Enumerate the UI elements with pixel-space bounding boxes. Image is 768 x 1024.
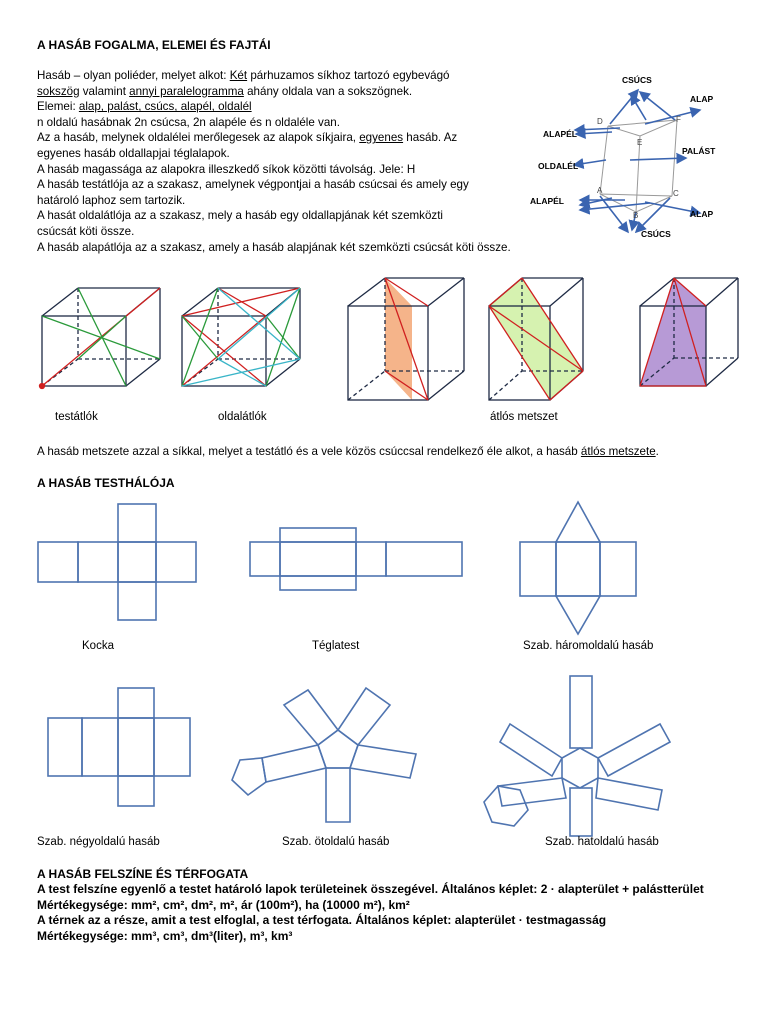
caption-ot: Szab. ötoldalú hasáb xyxy=(282,836,390,848)
net-negy xyxy=(48,688,190,806)
vertex-f: F xyxy=(676,115,681,124)
surface-text xyxy=(37,882,762,944)
surface-title: A HASÁB FELSZÍNE ÉS TÉRFOGATA xyxy=(37,867,249,881)
nets-title: A HASÁB TESTHÁLÓJA xyxy=(37,476,175,490)
text-line: A hasáb magassága az alapokra illeszkedő síkok közötti távolság. Jele: H xyxy=(37,162,416,176)
label-alapel-top: ALAPÉL xyxy=(543,129,577,139)
caption-oldalatlok: oldalátlók xyxy=(218,411,267,423)
label-alap-bottom: ALAP xyxy=(690,209,714,219)
text-line: Elemei: alap, palást, csúcs, alapél, oldalél xyxy=(37,100,252,114)
section-title: A HASÁB FOGALMA, ELEMEI ÉS FAJTÁI xyxy=(37,38,271,52)
caption-harom: Szab. háromoldalú hasáb xyxy=(523,640,654,652)
text-line: A hasáb testátlója az a szakasz, amelynek végpontjai a hasáb csúcsai és amely egy xyxy=(37,178,469,192)
text-line: n oldalú hasábnak 2n csúcsa, 2n alapéle és n oldaléle van. xyxy=(37,115,340,129)
net-hat xyxy=(484,676,670,836)
vertex-c: C xyxy=(673,189,679,198)
text-line: A test felszíne egyenlő a testet határoló lapok területeinek összegével. Általános képlet: 2 · alapterület + palástterület xyxy=(37,882,704,896)
net-kocka xyxy=(38,504,196,620)
label-alapel-bottom: ALAPÉL xyxy=(530,196,564,206)
label-palast: PALÁST xyxy=(682,146,716,156)
caption-kocka: Kocka xyxy=(82,640,114,652)
text-line: csúcsát köti össze. xyxy=(37,224,135,238)
net-ot xyxy=(232,688,416,822)
text-line: Mértékegysége: mm², cm², dm², m², ár (100m²), ha (10000 m²), km² xyxy=(37,897,410,912)
text-line: A hasáb alapátlója az a szakasz, amely a hasáb alapjának két szemközti csúcsát köti össze. xyxy=(37,240,511,254)
caption-atlos-metszet: átlós metszet xyxy=(490,411,558,423)
vertex-e: E xyxy=(637,138,643,147)
caption-negy: Szab. négyoldalú hasáb xyxy=(37,836,160,848)
caption-teglatest: Téglatest xyxy=(312,640,360,652)
text-line: egyenes hasáb oldallapjai téglalapok. xyxy=(37,146,230,160)
label-csucs-top: CSÚCS xyxy=(622,75,652,85)
text-line: Mértékegysége: mm³, cm³, dm³(liter), m³, km³ xyxy=(37,928,293,943)
label-oldalel: OLDALÉL xyxy=(538,161,579,171)
text-line: sokszög valamint annyi paralelogramma ahány oldala van a sokszögnek. xyxy=(37,84,413,98)
label-alap-top: ALAP xyxy=(690,94,714,104)
vertex-b: B xyxy=(633,211,639,220)
vertex-a: A xyxy=(597,186,603,195)
text-line: Az a hasáb, melynek oldalélei merőlegesek az alapok síkjaira, egyenes hasáb. Az xyxy=(37,131,458,145)
text-line: határoló laphoz sem tartozik. xyxy=(37,193,186,207)
net-teglatest xyxy=(250,528,462,590)
net-harom xyxy=(520,502,636,634)
cross-section-definition: A hasáb metszete azzal a síkkal, melyet a testátló és a vele közös csúccsal rendelkező éle alkot, a hasáb átlós metszete. xyxy=(37,445,659,458)
text-line: A hasát oldalátlója az a szakasz, mely a hasáb egy oldallapjának két szemközti xyxy=(37,209,444,223)
text-line: A térnek az a része, amit a test elfoglal, a test térfogata. Általános képlet: alapterület · testmagasság xyxy=(37,913,607,927)
caption-testatlok: testátlók xyxy=(55,411,98,423)
text-line: Hasáb – olyan poliéder, melyet alkot: Két párhuzamos síkhoz tartozó egybevágó xyxy=(37,69,450,82)
label-csucs-bottom: CSÚCS xyxy=(641,229,671,239)
vertex-d: D xyxy=(597,117,603,126)
caption-hat: Szab. hatoldalú hasáb xyxy=(545,836,659,848)
